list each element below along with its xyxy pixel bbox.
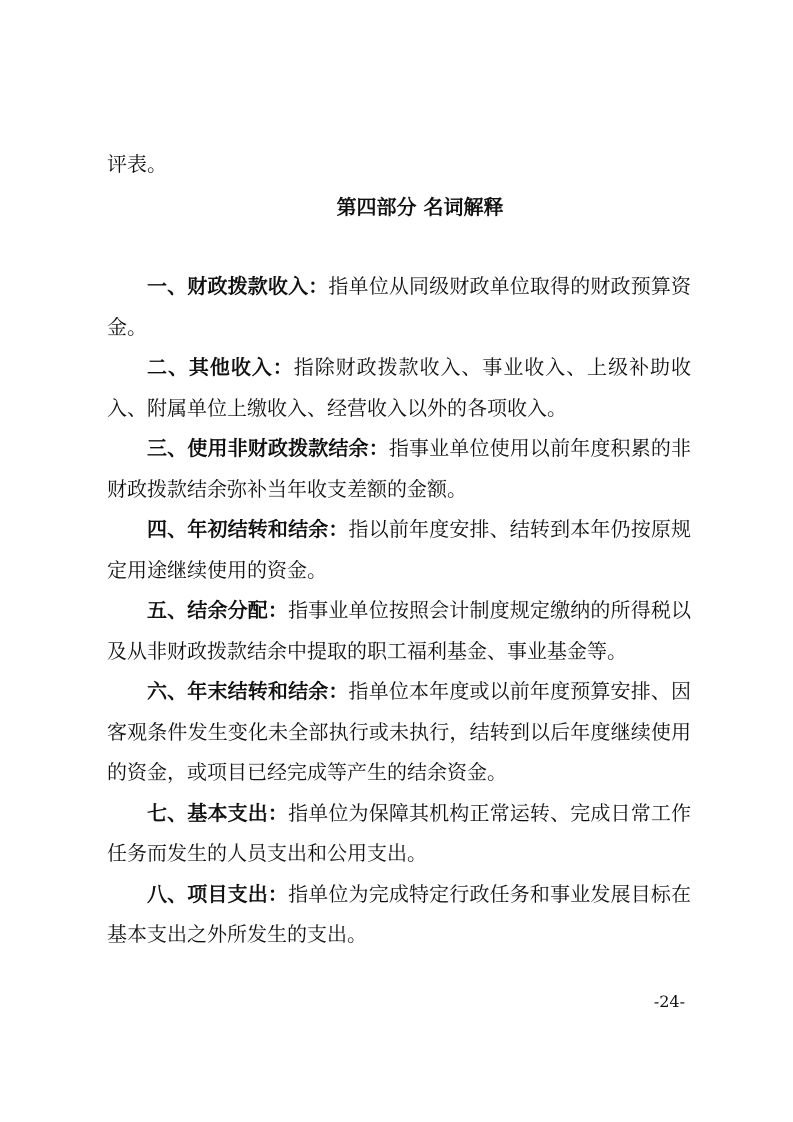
definition-term: 八、项目支出： xyxy=(147,881,289,906)
definition-item xyxy=(107,428,691,509)
definition-item xyxy=(107,874,691,955)
lead-text: 评表。 xyxy=(107,152,167,176)
definition-item xyxy=(107,793,691,874)
section-title: 第四部分 名词解释 xyxy=(336,195,504,219)
definition-text: 指事业单位按照会计制度规定缴纳的所得税以及从非财政拨款结余中提取的职工福利基金、事业基金等。 xyxy=(107,598,692,663)
page-number: -24- xyxy=(653,992,685,1011)
definition-term: 四、年初结转和结余： xyxy=(147,517,349,541)
definition-term: 五、结余分配： xyxy=(147,598,289,622)
definition-item xyxy=(107,266,691,347)
definition-text: 指以前年度安排、结转到本年仍按原规定用途继续使用的资金。 xyxy=(107,517,692,582)
definition-text: 指事业单位使用以前年度积累的非财政拨款结余弥补当年收支差额的金额。 xyxy=(107,436,692,501)
definition-text: 指单位为保障其机构正常运转、完成日常工作任务而发生的人员支出和公用支出。 xyxy=(107,800,692,865)
definition-term: 一、财政拨款收入： xyxy=(147,274,329,298)
definitions-list xyxy=(107,266,691,955)
definition-item xyxy=(107,347,691,428)
definition-item xyxy=(107,671,691,793)
definition-item xyxy=(107,509,691,590)
definition-term: 七、基本支出： xyxy=(147,800,289,825)
definition-item xyxy=(107,590,691,671)
definition-term: 二、其他收入： xyxy=(147,355,294,379)
definition-term: 三、使用非财政拨款结余： xyxy=(147,436,389,460)
definition-text: 指单位本年度或以前年度预算安排、因客观条件发生变化未全部执行或未执行，结转到以后年度继续使用的资金，或项目已经完成等产生的结余资金。 xyxy=(107,679,692,784)
definition-text: 指除财政拨款收入、事业收入、上级补助收入、附属单位上缴收入、经营收入以外的各项收入。 xyxy=(107,355,692,420)
definition-term: 六、年末结转和结余： xyxy=(147,679,349,703)
definition-text: 指单位从同级财政单位取得的财政预算资金。 xyxy=(107,274,692,339)
definition-text: 指单位为完成特定行政任务和事业发展目标在基本支出之外所发生的支出。 xyxy=(107,881,692,946)
